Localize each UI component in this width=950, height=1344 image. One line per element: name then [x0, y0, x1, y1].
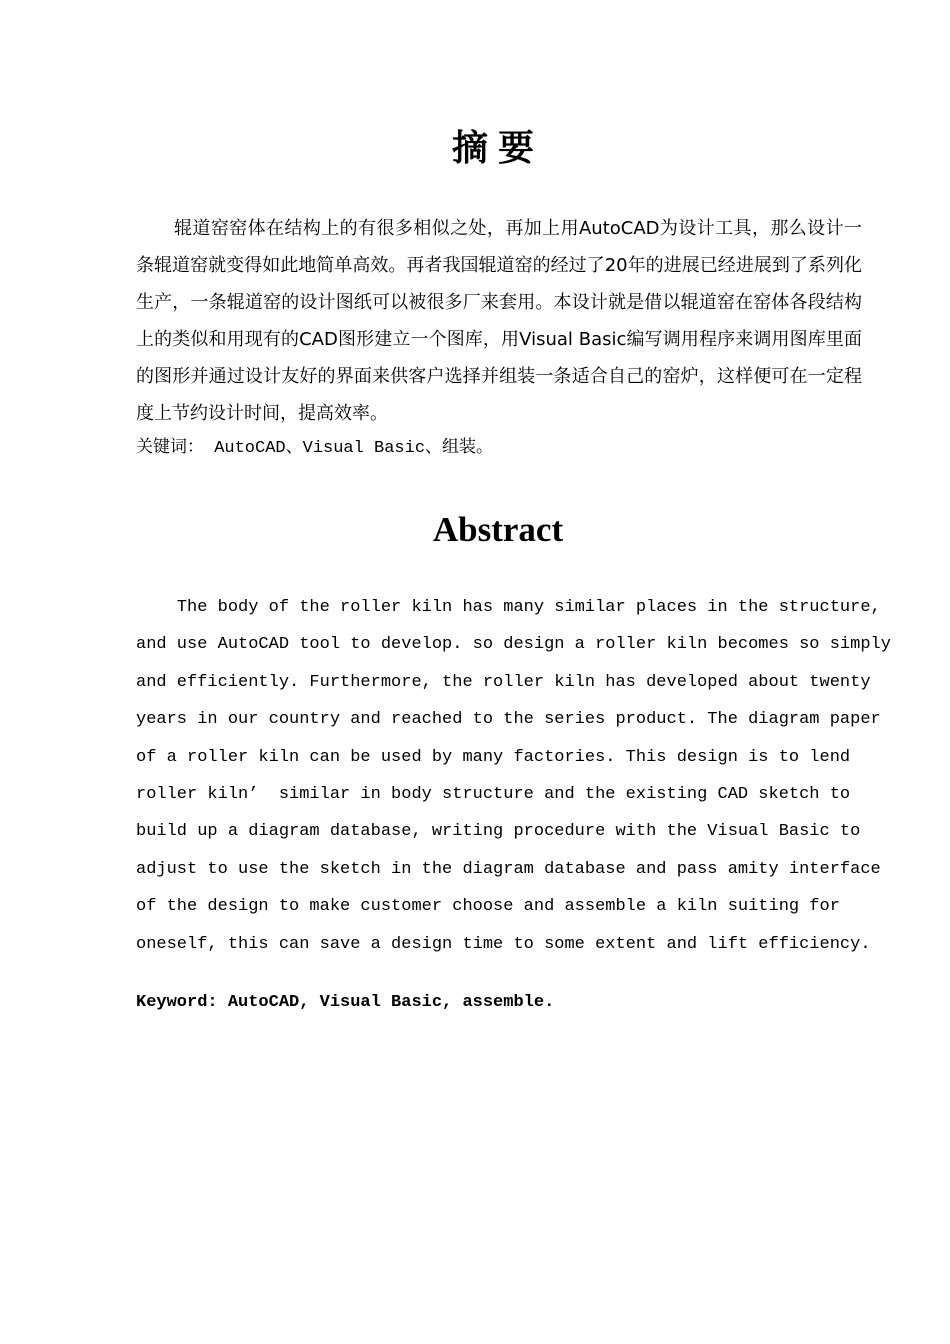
english-abstract-line: and use AutoCAD tool to develop. so design a roller kiln becomes so simply: [136, 635, 891, 655]
english-abstract-paragraph: [136, 589, 891, 963]
chinese-keywords: [136, 432, 862, 464]
english-abstract-title: Abstract: [432, 510, 564, 549]
english-abstract-line: and efficiently. Furthermore, the roller kiln has developed about twenty: [136, 672, 871, 692]
english-abstract-line: adjust to use the sketch in the diagram database and pass amity interface: [136, 859, 881, 879]
english-abstract-line: roller kiln’ similar in body structure and the existing CAD sketch to: [136, 785, 851, 805]
english-abstract-line: years in our country and reached to the series product. The diagram paper: [136, 710, 881, 730]
chinese-keywords-values: AutoCAD、Visual Basic、组装。: [204, 439, 494, 458]
english-abstract-line: of a roller kiln can be used by many factories. This design is to lend: [136, 747, 851, 767]
english-keywords: Keyword: AutoCAD, Visual Basic, assemble.: [136, 993, 555, 1012]
english-abstract-line: of the design to make customer choose and assemble a kiln suiting for: [136, 897, 840, 917]
english-abstract-line: The body of the roller kiln has many similar places in the structure,: [136, 598, 881, 617]
english-abstract-line: oneself, this can save a design time to some extent and lift efficiency.: [136, 934, 871, 954]
chinese-keywords-label: 关键词：: [136, 437, 204, 457]
english-abstract-line: build up a diagram database, writing procedure with the Visual Basic to: [136, 822, 861, 842]
chinese-abstract-title: 摘要: [451, 127, 544, 169]
chinese-abstract-paragraph: 辊道窑窑体在结构上的有很多相似之处，再加上用AutoCAD为设计工具，那么设计一条辊道窑就变得如此地简单高效。再者我国辊道窑的经过了20年的进展已经进展到了系列化生产，一条辊道窑的设计图纸可以被很多厂来套用。本设计就是借以辊道窑在窑体各段结构上的类似和用现有的CAD图形建立一个图库，用Visual Basic编写调用程序来调用图库里面的图形并通过设计友好的界面来供客户选择并组装一条适合自己的窑炉，这样便可在一定程度上节约设计时间，提高效率。: [136, 218, 862, 424]
